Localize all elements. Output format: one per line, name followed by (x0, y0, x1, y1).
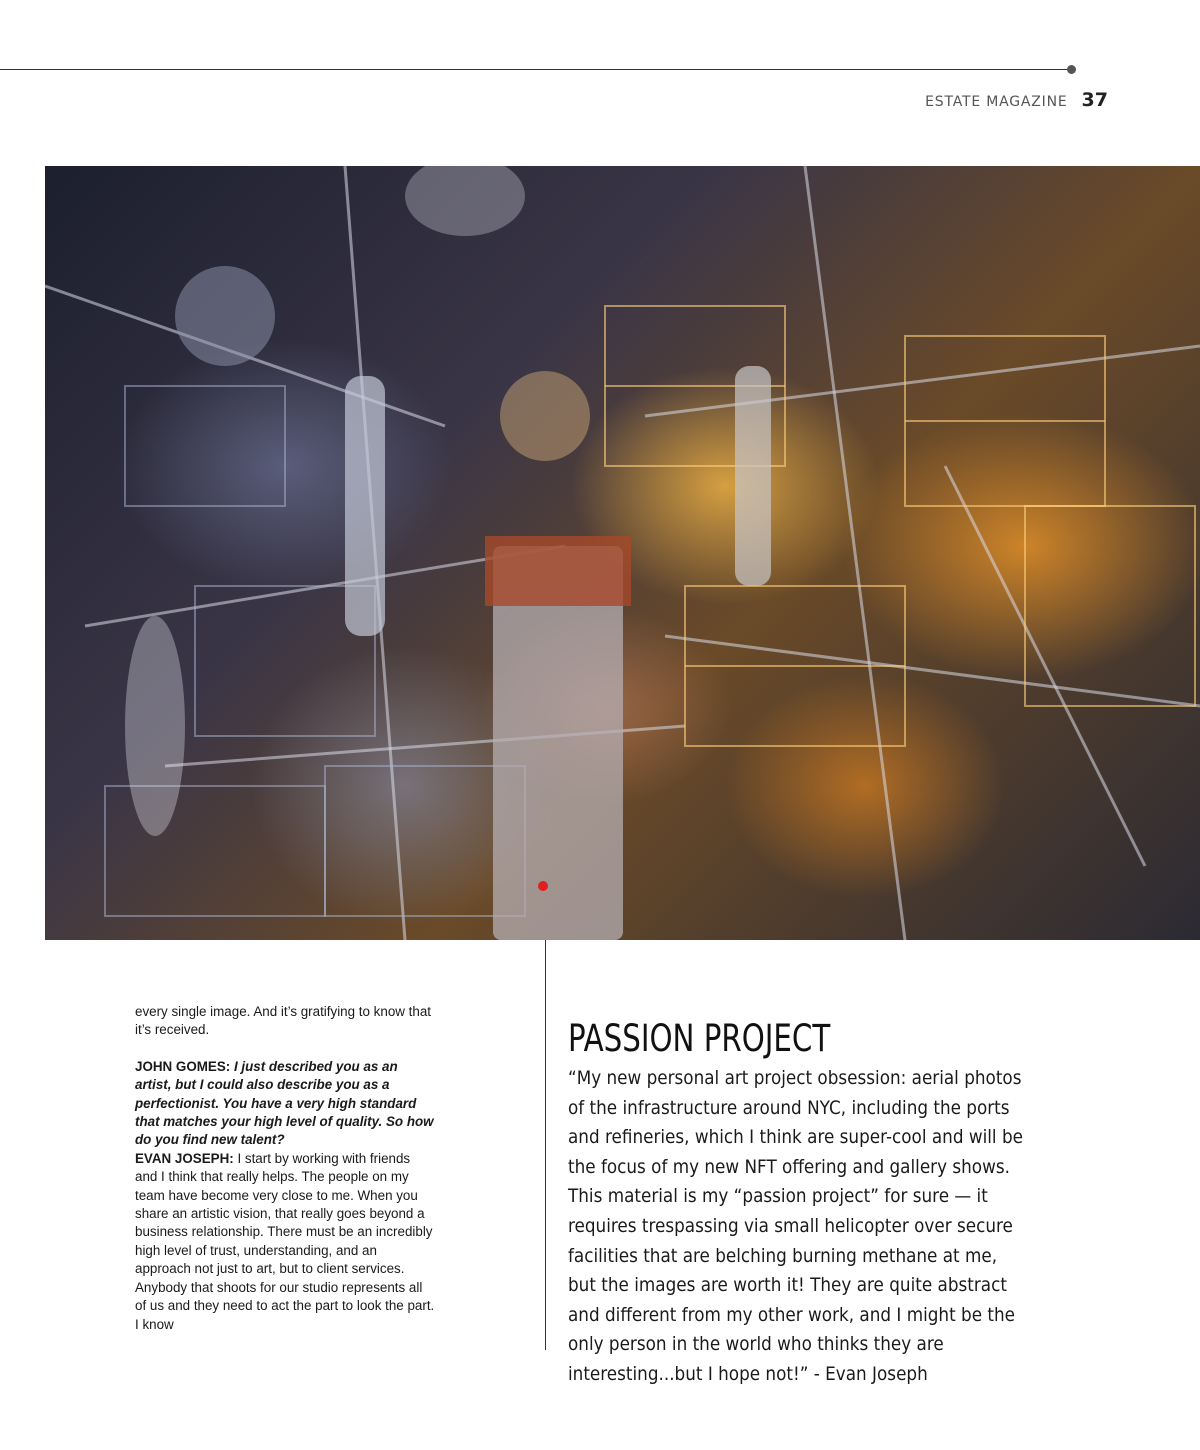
magazine-name: ESTATE MAGAZINE (925, 94, 1068, 110)
question-paragraph (135, 1058, 435, 1150)
top-rule (0, 69, 1068, 70)
refinery-illustration (45, 166, 1200, 940)
answer-speaker: EVAN JOSEPH: (135, 1150, 234, 1166)
continuation-paragraph: every single image. And it’s gratifying to know that it’s received. (135, 1004, 431, 1038)
answer-text: I start by working with friends and I think that really helps. The people on my team have become very close to me. When you share an artistic vision, that really goes beyond a business relationship. There must be an incredibly high level of trust, understanding, and an approach not just to art, but to client services. Anybody that shoots for our studio represents all of us and they need to act the part to look the part. I know (135, 1150, 435, 1332)
page-number: 37 (1081, 89, 1108, 111)
top-rule-dot (1067, 65, 1076, 74)
running-header (925, 89, 1108, 111)
refinery-photo (45, 166, 1200, 940)
answer-paragraph (135, 1150, 435, 1334)
passion-project-quote: “My new personal art project obsession: aerial photos of the infrastructure around NYC, including the ports and refineries, which I think are super-cool and will be the focus of my new NFT offering and gallery shows. This material is my “passion project” for sure — it requires trespassing via small helicopter over secure facilities that are belching burning methane at me, but the images are worth it! They are quite abstract and different from my other work, and I might be the only person in the world who thinks they are interesting...but I hope not!” - Evan Joseph (568, 1067, 1023, 1385)
paragraph-gap (135, 1040, 435, 1058)
question-text: I just described you as an artist, but I could also describe you as a perfectionist. You have a very high standard that matches your high level of quality. So how do you find new talent? (135, 1058, 434, 1148)
question-speaker: JOHN GOMES: (135, 1058, 231, 1074)
interview-column (135, 1003, 435, 1334)
passion-project-title: PASSION PROJECT (568, 1017, 831, 1060)
column-divider (545, 940, 546, 1350)
